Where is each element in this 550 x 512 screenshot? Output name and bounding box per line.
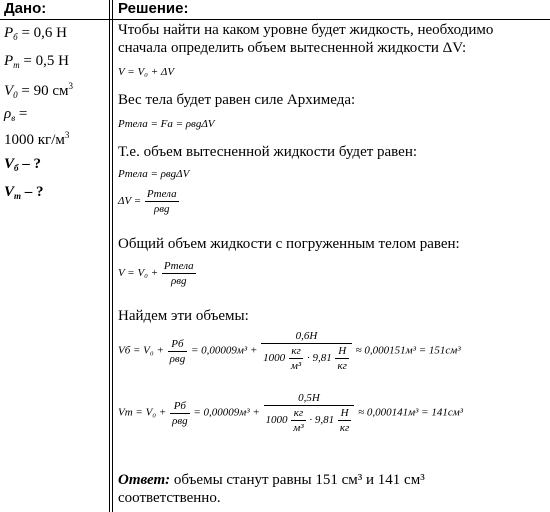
given-volume-0: $V_0 = 90$ $см^3$ [4, 81, 74, 100]
answer-label: Ответ: [118, 472, 171, 488]
given-density-symbol: $\rho_в$ = [4, 106, 28, 123]
formula-delta-v: ΔV = $\frac{\text{Pтела}}{\text{ρвg}}$ [118, 188, 177, 215]
given-unknown-b: $V_б$ – ? [4, 156, 42, 173]
formula-total-volume: V = V₀ + ΔV [118, 66, 175, 78]
answer-text: объемы станут равны 151 см³ и 141 см³ [170, 472, 425, 488]
formula-v-m: Vm = V₀ + $\frac{Pб}{\text{ρвg}}$ = 0,00009м³ + 0,5Н 1000 $\frac{кг}{\text{м³}}$ · 9,81 $\frac{Н}{кг}$ ≈ 0,000141м³ = 141см³ [118, 392, 464, 434]
solution-heading: Решение: [118, 0, 189, 17]
paragraph-3: Т.е. объем вытесненной жидкости будет равен: [118, 144, 418, 160]
paragraph-1-line-1: Чтобы найти на каком уровне будет жидкость, необходимо [118, 22, 494, 38]
given-unknown-m: $V_m$ – ? [4, 184, 44, 201]
formula-v-expression: V = V₀ + $\frac{\text{Pтела}}{\text{ρвg}}$ [118, 260, 194, 287]
answer-line-2: соответственно. [118, 490, 221, 506]
given-density-value: 1000 $кг/м^3$ [4, 130, 70, 148]
given-weight-b: $P_б = 0,6$ Н [4, 25, 67, 42]
given-column [0, 0, 108, 512]
column-divider [109, 0, 110, 512]
paragraph-2: Вес тела будет равен силе Архимеда: [118, 92, 356, 108]
formula-archimedes: Pтела = Fa = ρвgΔV [118, 118, 215, 130]
formula-v-b: Vб = V₀ + $\frac{Pб}{\text{ρвg}}$ = 0,00009м³ + 0,6Н 1000 $\frac{кг}{\text{м³}}$ · 9,81 $\frac{Н}{кг}$ ≈ 0,000151м³ = 151см³ [118, 330, 461, 372]
paragraph-5: Найдем эти объемы: [118, 308, 249, 324]
given-weight-m: $P_m = 0,5$ Н [4, 53, 69, 70]
column-divider-inner [112, 0, 113, 512]
answer-line-1 [118, 472, 425, 489]
given-heading: Дано: [4, 0, 47, 17]
paragraph-1-line-2: сначала определить объем вытесненной жидкости ΔV: [118, 40, 467, 56]
formula-weight: Pтела = ρвgΔV [118, 168, 190, 180]
paragraph-4: Общий объем жидкости с погруженным телом равен: [118, 236, 460, 252]
